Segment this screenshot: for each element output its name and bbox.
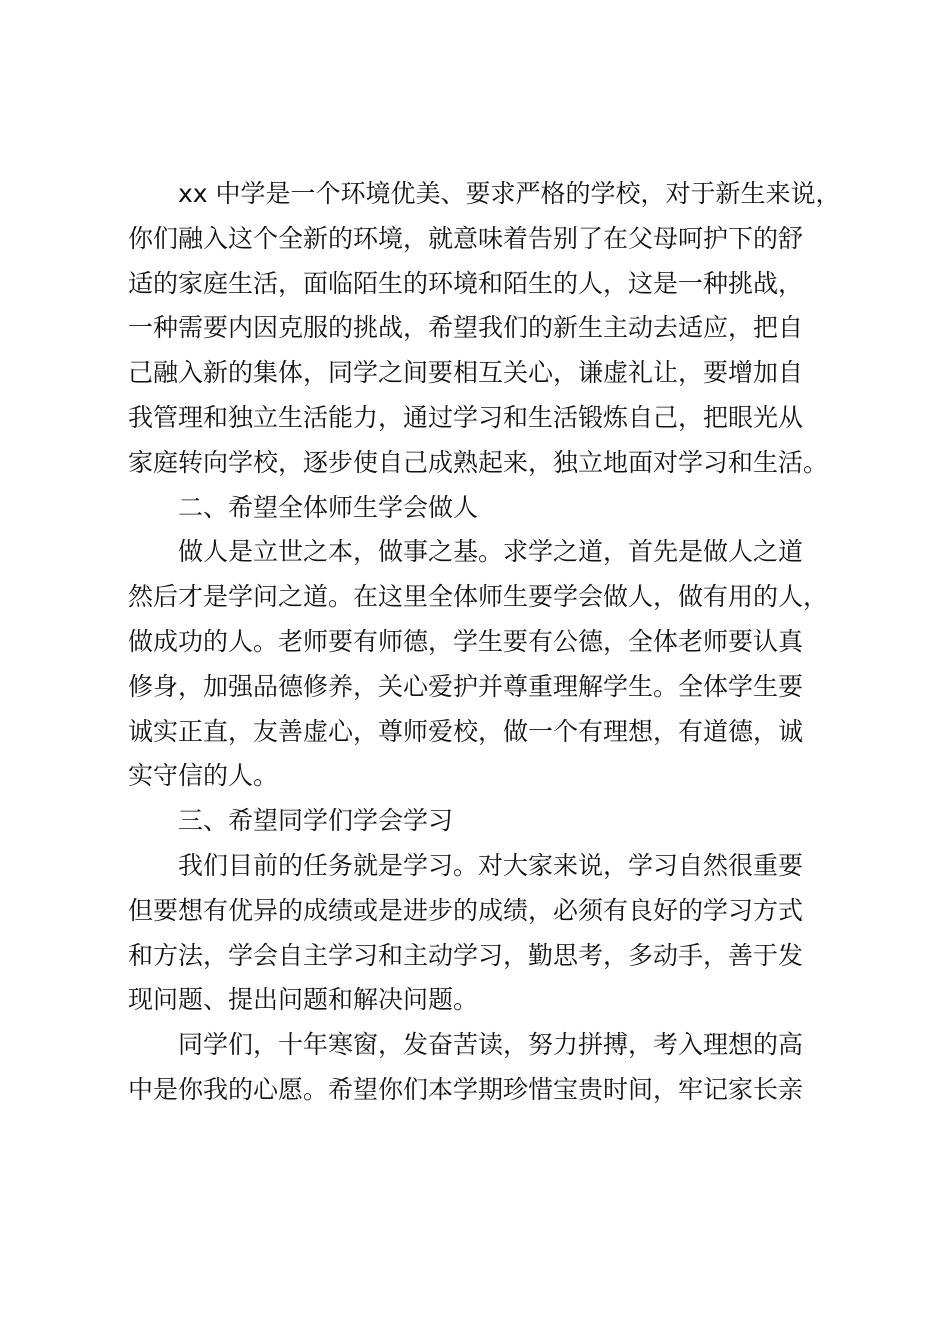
text-line: 做成功的人。老师要有师德，学生要有公德，全体老师要认真	[128, 626, 804, 656]
text-line: xx 中学是一个环境优美、要求严格的学校，对于新生来说，	[178, 179, 841, 208]
document-body	[128, 172, 858, 1113]
text-line: 一种需要内因克服的挑战，希望我们的新生主动去适应，把自	[128, 313, 804, 343]
text-line: 中是你我的心愿。希望你们本学期珍惜宝贵时间，牢记家长亲	[128, 1074, 804, 1104]
text-line: 同学们，十年寒窗，发奋苦读，努力拼搏，考入理想的高	[178, 1030, 804, 1060]
text-line: 但要想有优异的成绩或是进步的成绩，必须有良好的学习方式	[128, 895, 804, 925]
text-line: 己融入新的集体，同学之间要相互关心，谦虚礼让，要增加自	[128, 358, 804, 388]
text-line: 我管理和独立生活能力，通过学习和生活锻炼自己，把眼光从	[128, 402, 804, 432]
text-line: 做人是立世之本，做事之基。求学之道，首先是做人之道	[178, 537, 804, 567]
text-line: 和方法，学会自主学习和主动学习，勤思考，多动手，善于发	[128, 940, 804, 970]
section-heading: 三、希望同学们学会学习	[178, 806, 454, 836]
text-line: 实守信的人。	[128, 761, 279, 791]
section-heading: 二、希望全体师生学会做人	[178, 492, 479, 522]
text-line: 适的家庭生活，面临陌生的环境和陌生的人，这是一种挑战，	[128, 268, 804, 298]
text-line: 现问题、提出问题和解决问题。	[128, 985, 479, 1015]
text-line: 修身，加强品德修养，关心爱护并尊重理解学生。全体学生要	[128, 671, 804, 701]
text-line: 诚实正直，友善虚心，尊师爱校，做一个有理想，有道德，诚	[128, 716, 804, 746]
text-line: 然后才是学问之道。在这里全体师生要学会做人，做有用的人，	[128, 582, 829, 612]
text-line: 我们目前的任务就是学习。对大家来说，学习自然很重要	[178, 850, 804, 880]
text-line: 家庭转向学校，逐步使自己成熟起来，独立地面对学习和生活。	[128, 447, 829, 477]
text-line: 你们融入这个全新的环境，就意味着告别了在父母呵护下的舒	[128, 223, 804, 253]
